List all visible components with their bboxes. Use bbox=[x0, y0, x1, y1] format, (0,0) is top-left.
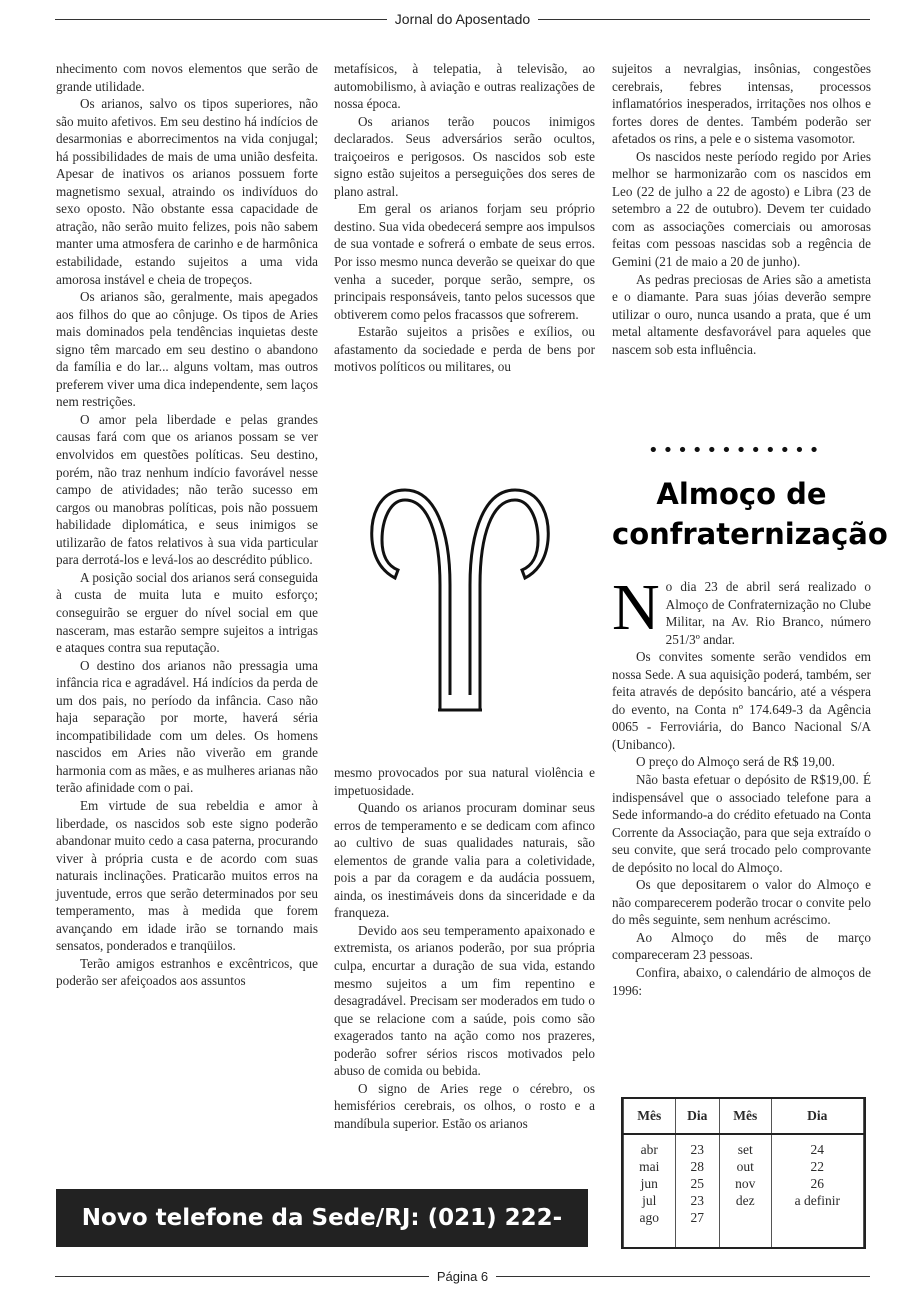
column-3 bbox=[612, 60, 871, 358]
paragraph: Terão amigos estranhos e excêntricos, que poderão ser afeiçoados aos assuntos bbox=[56, 955, 318, 989]
paragraph: nhecimento com novos elementos que serão de grande utilidade. bbox=[56, 61, 318, 94]
paragraph: A posição social dos arianos será conseguida à custa de muita luta e muito esforço; conseguirão se erguer do nível social em que nasceram, mas estarão sempre sujeitos a intrigas e ataques contra sua reputação. bbox=[56, 569, 318, 656]
footer-rule-right bbox=[496, 1276, 870, 1277]
paragraph: Estarão sujeitos a prisões e exílios, ou afastamento da sociedade e perda de bens por motivos políticos ou militares, ou bbox=[334, 324, 595, 375]
paragraph: Não basta efetuar o depósito de R$19,00. É indispensável que o associado telefone para a Sede informando-a do crédito efetuado na Conta Corrente da Associação, para que seja extraído o seu convite, que será trocado pelo comprovante de depósito no local do Almoço. bbox=[612, 772, 871, 875]
article-headline bbox=[612, 474, 888, 554]
header-rule-right bbox=[538, 19, 870, 20]
table-cell-days: 23 28 25 23 27 bbox=[675, 1134, 719, 1247]
table-header: Mês bbox=[720, 1099, 772, 1134]
paragraph: Os convites somente serão vendidos em nossa Sede. A sua aquisição poderá, também, ser feita através de depósito bancário, até a véspera do evento, na Conta nº 174.649-3 da Agência 0065 - Ferroviária, do Banco Nacional S/A (Unibanco). bbox=[612, 649, 871, 752]
paragraph: O amor pela liberdade e pelas grandes causas fará com que os arianos possam se ver envolvidos em questões políticas. Seu destino, porém, não traz nenhum indício favorável nesse campo de atividades; não terão sucesso em cargos ou manobras políticas, pois não possuem habilidade diplomática, e seus inimigos se utilizarão de fatos relativos à sua vida particular para derrotá-los e levá-los ao descrédito público. bbox=[56, 411, 318, 568]
column-2-top bbox=[334, 60, 595, 376]
table-header: Dia bbox=[771, 1099, 863, 1134]
page-header bbox=[55, 8, 870, 30]
drop-cap: N bbox=[612, 571, 660, 644]
paragraph: Os que depositarem o valor do Almoço e não comparecerem poderão trocar o convite pelo do mês seguinte, sem nenhum acréscimo. bbox=[612, 877, 871, 928]
page-number: Página 6 bbox=[436, 1268, 489, 1284]
table-cell-months: set out nov dez bbox=[720, 1134, 772, 1247]
column-1 bbox=[56, 60, 318, 990]
paragraph: Em geral os arianos forjam seu próprio destino. Sua vida obedecerá sempre aos impulsos de sua vontade e sofrerá o embate de seus erros. Por isso mesmo nunca deverão se queixar do que venha a suceder, porque serão, sempre, os principais responsáveis, tanto pelos sucessos que obtiverem como pelos fracassos que sofrerem. bbox=[334, 201, 595, 322]
headline-line: confraternização bbox=[612, 517, 888, 551]
paragraph: O preço do Almoço será de R$ 19,00. bbox=[636, 754, 835, 770]
aries-symbol-icon bbox=[360, 470, 560, 720]
paragraph: sujeitos a nevralgias, insônias, congestões cerebrais, febres intensas, processos inflamatórios inesperados, irritações nos olhos e fortes dores de dentes. Também poderão ser afetados os rins, a pele e o sistema vasomotor. bbox=[612, 61, 871, 147]
journal-title: Jornal do Aposentado bbox=[394, 11, 531, 27]
paragraph: Devido aos seu temperamento apaixonado e extremista, os arianos poderão, por sua própria culpa, encurtar a duração de sua vida, estando mesmo sujeitos a um fim repentino e desagradável. Precisam ser moderados em tudo o que se relacione com a saúde, pois como são exagerados tanto na ação como nos prazeres, poderão sofrer sérios riscos motivados pelo abuso de comida ou bebida. bbox=[334, 922, 595, 1079]
paragraph: Confira, abaixo, o calendário de almoços de 1996: bbox=[612, 965, 871, 998]
paragraph: O destino dos arianos não pressagia uma infância rica e agradável. Há indícios da perda de um dos pais, no período da infância. Caso não haja separação por morte, haverá séria incompatibilidade com um deles. Os homens nascidos em Aries não viverão em grande harmonia com as mães, e as mulheres arianas não terão afinidade com o pai. bbox=[56, 657, 318, 796]
footer-rule-left bbox=[55, 1276, 429, 1277]
article-paragraphs bbox=[612, 648, 871, 999]
article-body bbox=[612, 571, 871, 999]
table-cell-days: 24 22 26 a definir bbox=[771, 1134, 863, 1247]
column-2-bottom bbox=[334, 764, 595, 1132]
header-rule-left bbox=[55, 19, 387, 20]
paragraph: mesmo provocados por sua natural violência e impetuosidade. bbox=[334, 765, 595, 798]
article-lead: o dia 23 de abril será realizado o Almoço de Confraternização no Clube Militar, na Av. Rio Branco, número 251/3º andar. bbox=[665, 579, 871, 647]
paragraph: Os arianos terão poucos inimigos declarados. Seus adversários serão ocultos, traiçoeiros e perigosos. Os nascidos sob este signo estão sujeitos a perseguições dos seres de plano astral. bbox=[334, 113, 595, 199]
paragraph: Os arianos, salvo os tipos superiores, não são muito afetivos. Em seu destino há indícios de desarmonias e aborrecimentos na vida conjugal; há possibilidades de mais de uma união desfeita. Apesar de inativos os arianos possuem forte magnetismo sexual, atraindo os indivíduos do sexo oposto. Não obstante essa capacidade de atração, não serão muito felizes, pois não sabem manter uma atmosfera de carinho e de harmônica estabilidade, estando sujeitos a uma vida amorosa instável e cheia de tropeços. bbox=[56, 96, 318, 287]
paragraph: Em virtude de sua rebeldia e amor à liberdade, os nascidos sob este signo poderão abandonar muito cedo a casa paterna, procurando viver à própria custa e de acordo com suas naturais inclinações. Praticarão muitos erros na juventude, erros que serão determinados por seu temperamento, mas à medida que forem avançando em idade irão se tornando mais sensatos, ponderados e tranqüilos. bbox=[56, 797, 318, 954]
paragraph: metafísicos, à telepatia, à televisão, ao automobilismo, à aviação e outras realizações de nossa época. bbox=[334, 61, 595, 112]
paragraph: Ao Almoço do mês de março compareceram 23 pessoas. bbox=[612, 929, 871, 963]
paragraph: Os arianos são, geralmente, mais apegados aos filhos do que ao cônjuge. Os tipos de Aries mais dominados pela tendências inquietas deste signo têm marcado em seu destino o abandono da família e do lar... alguns voltam, mas outros preferem viver uma dica independente, sem laços nem restrições. bbox=[56, 289, 318, 410]
paragraph: O signo de Aries rege o cérebro, os hemisférios cerebrais, os olhos, o rosto e a mandíbula superior. Estão os arianos bbox=[334, 1080, 595, 1131]
page-footer bbox=[55, 1266, 870, 1286]
phone-banner: Novo telefone da Sede/RJ: (021) 222-7521 bbox=[56, 1189, 588, 1247]
table-cell-months: abr mai jun jul ago bbox=[624, 1134, 676, 1247]
separator-dots: •••••••••••• bbox=[648, 440, 824, 461]
table-header: Dia bbox=[675, 1099, 719, 1134]
lunch-calendar-table bbox=[621, 1097, 866, 1249]
paragraph: As pedras preciosas de Aries são a ametista e o diamante. Para suas jóias deverão sempre utilizar o ouro, nunca usando a prata, que é um metal altamente desfavorável para aqueles que nascem sob esta influência. bbox=[612, 271, 871, 357]
table-header: Mês bbox=[624, 1099, 676, 1134]
headline-line: Almoço de bbox=[656, 477, 827, 511]
paragraph: Os nascidos neste período regido por Aries melhor se harmonizarão com os nascidos em Leo (22 de julho a 22 de agosto) e Libra (23 de setembro a 22 de outubro). Devem ter cuidado com as associações comerciais ou amorosas feitas com pessoas nascidas sob a regência de Gemini (21 de maio a 20 de junho). bbox=[612, 148, 871, 270]
paragraph: Quando os arianos procuram dominar seus erros de temperamento e se dedicam com afinco ao cultivo de suas qualidades naturais, são elementos de grande valia para a coletividade, pois a par da coragem e da audácia possuem, ainda, os inestimáveis dons da sinceridade e da franqueza. bbox=[334, 800, 595, 921]
